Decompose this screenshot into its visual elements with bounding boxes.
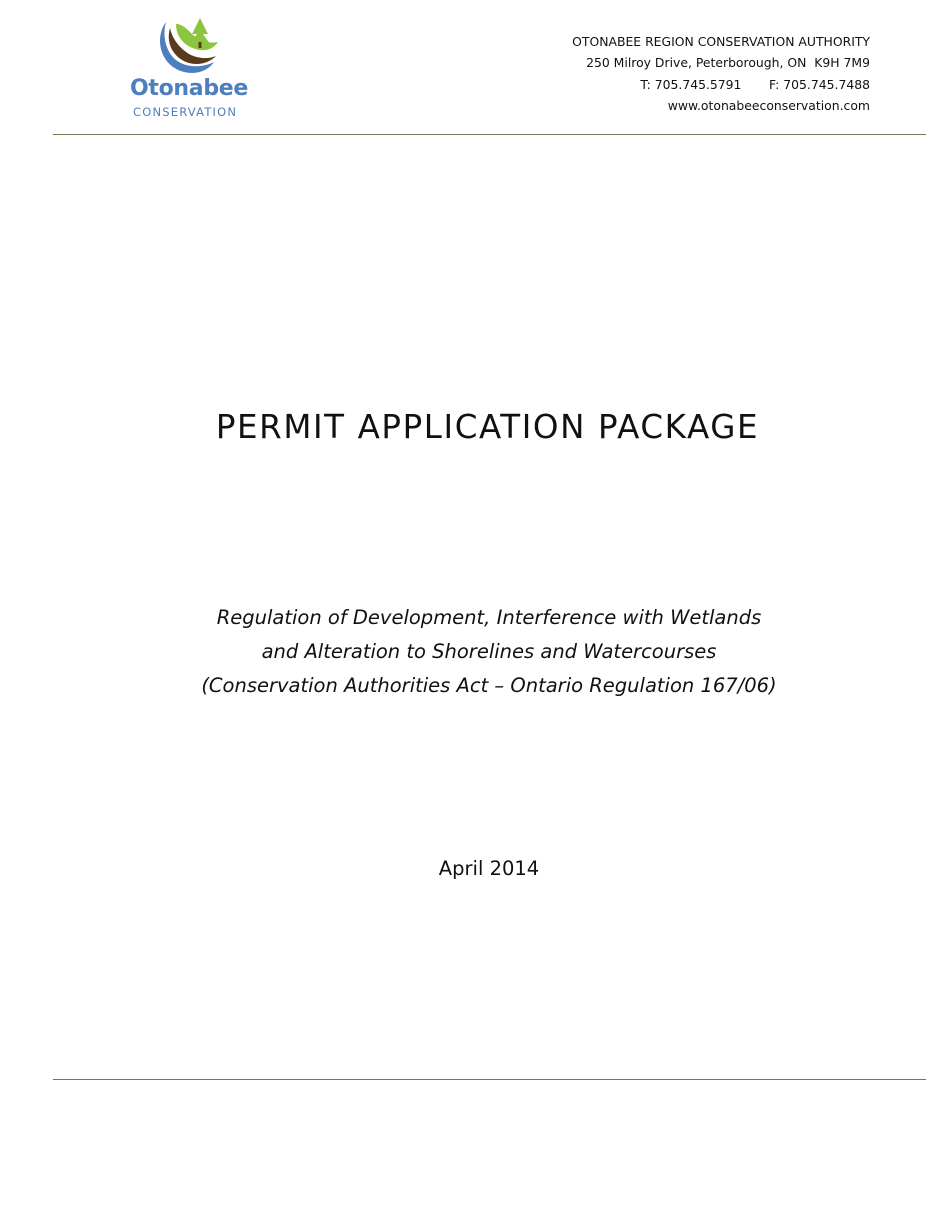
subtitle-line: Regulation of Development, Interference with Wetlands [216,606,762,629]
subtitle-line: and Alteration to Shorelines and Watercourses [261,640,717,663]
header-divider [53,134,926,135]
logo-wordmark: Otonabee [130,76,249,101]
phone-fax-line: T: 705.745.5791 F: 705.745.7488 [640,76,870,92]
address-line: 250 Milroy Drive, Peterborough, ON K9H 7M9 [586,55,870,71]
organization-name: OTONABEE REGION CONSERVATION AUTHORITY [572,34,870,49]
otonabee-logo [126,14,250,120]
otonabee-emblem-icon [156,16,218,78]
document-title: PERMIT APPLICATION PACKAGE [215,408,760,446]
logo-subtitle: CONSERVATION [133,105,238,119]
contact-block [572,31,870,116]
subtitle-line: (Conservation Authorities Act – Ontario Regulation 167/06) [201,674,777,697]
footer-divider [53,1079,926,1080]
website-link[interactable]: www.otonabeeconservation.com [667,97,870,113]
document-date: April 2014 [438,857,540,880]
document-subtitle [0,601,950,703]
